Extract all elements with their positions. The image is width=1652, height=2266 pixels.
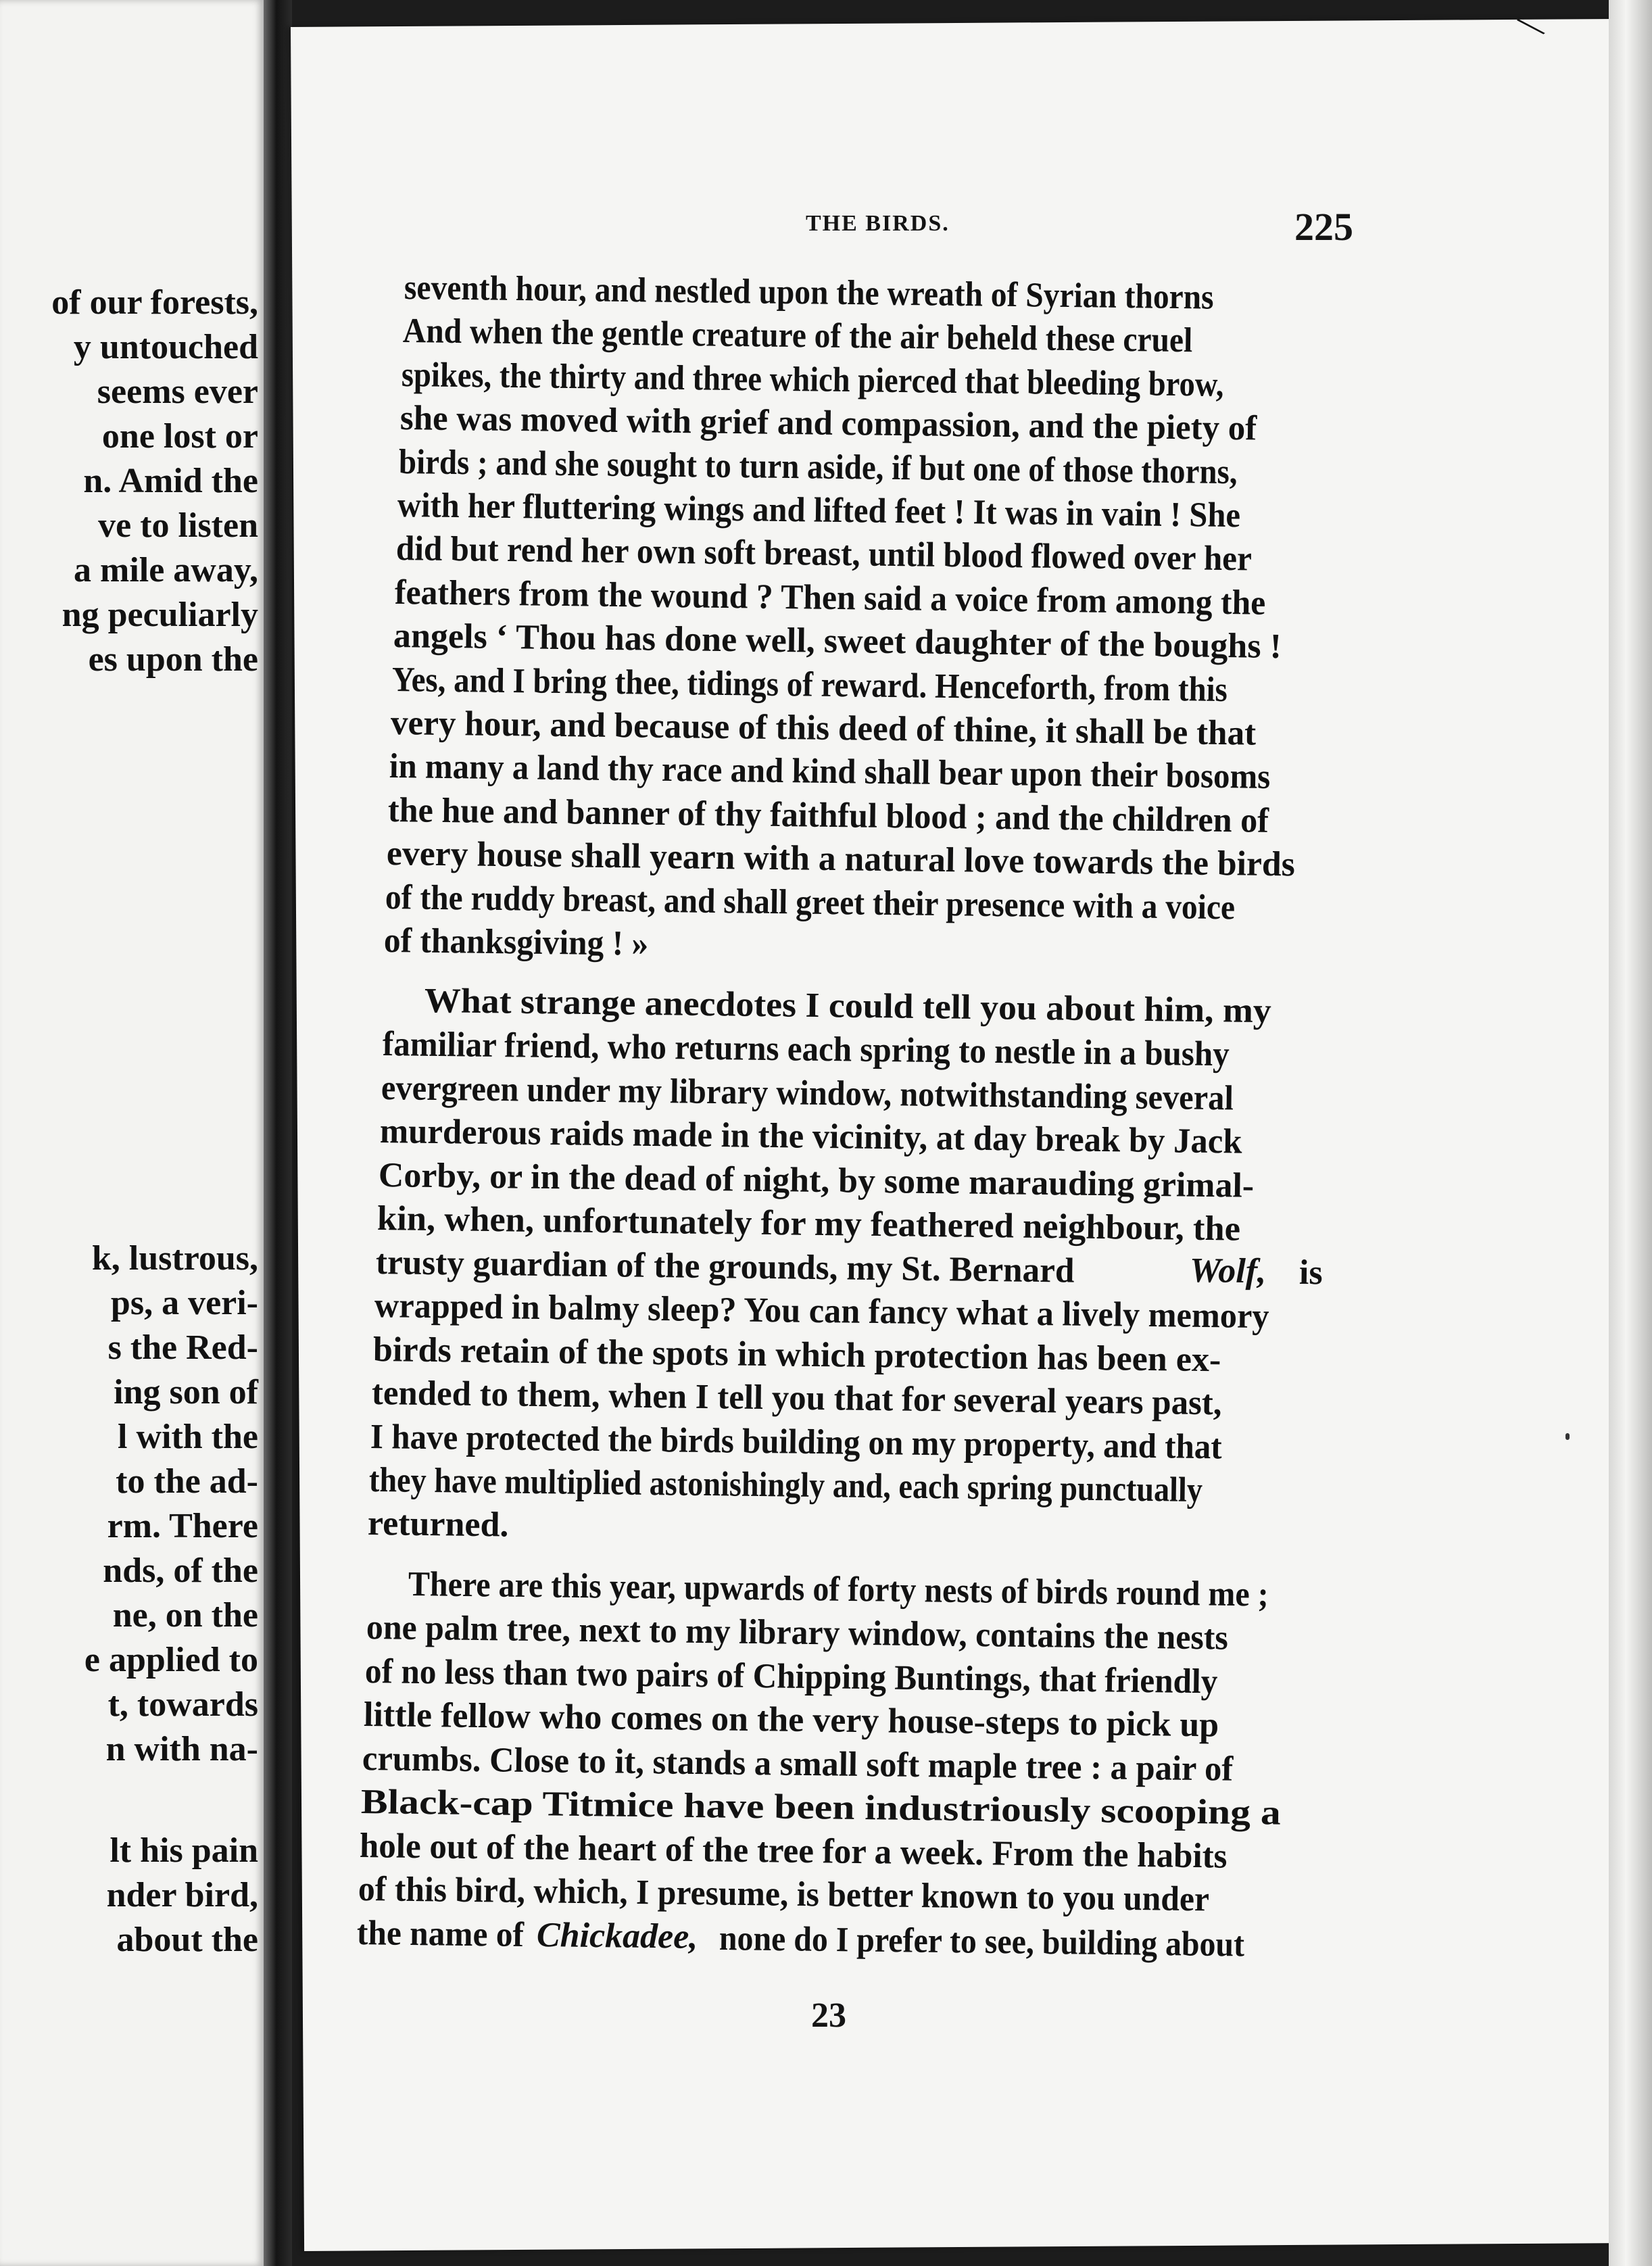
facing-line: a mile away, (74, 551, 258, 589)
text-line: little fellow who comes on the very house-steps to pick up (363, 1695, 1219, 1745)
text-line: There are this year, upwards of forty nests of birds round me ; (408, 1565, 1269, 1614)
text-line: one palm tree, next to my library window, contains the nests (366, 1608, 1229, 1658)
facing-line: about the (116, 1921, 258, 1959)
text-line: the hue and banner of thy faithful blood ; and the children of (387, 791, 1269, 840)
text-line: did but rend her own soft breast, until blood flowed over her (395, 529, 1253, 579)
facing-line: e applied to (84, 1641, 258, 1679)
facing-line: lt his pain (110, 1831, 258, 1870)
signature-mark: 23 (811, 1996, 846, 2035)
facing-line: es upon the (88, 640, 258, 679)
text-line: none do I prefer to see, building about (719, 1919, 1245, 1964)
corner-tick-icon: ╲ (1517, 11, 1545, 43)
text-line: crumbs. Close to it, stands a small soft maple tree : a pair of (362, 1739, 1234, 1789)
facing-line: rm. There (107, 1507, 258, 1545)
facing-line: l with the (118, 1418, 258, 1456)
text-line: with her fluttering wings and lifted feet ! It was in vain ! She (397, 486, 1241, 535)
text-line: the name of (356, 1914, 525, 1955)
text-line: And when the gentle creature of the air beheld these cruel (402, 312, 1193, 360)
emphasis-chickadee: Chickadee, (536, 1916, 698, 1956)
text-line: of the ruddy breast, and shall greet their presence with a voice (385, 878, 1236, 927)
facing-line: to the ad- (116, 1462, 258, 1501)
text-line: very hour, and because of this deed of thine, it shall be that (390, 704, 1257, 753)
text-line: of thanksgiving ! » (383, 921, 649, 963)
facing-line: t, towards (107, 1685, 258, 1724)
facing-line: ne, on the (112, 1596, 258, 1635)
text-line: she was moved with grief and compassion, and the piety of (399, 399, 1257, 448)
book-gutter (264, 0, 292, 2266)
text-line: they have multiplied astonishingly and, each spring punctually (368, 1461, 1203, 1510)
facing-line: n. Amid the (83, 462, 258, 500)
facing-line: ng peculiarly (62, 596, 258, 634)
text-line: trusty guardian of the grounds, my St. Bernard (375, 1243, 1075, 1291)
facing-line: of our forests, (51, 283, 258, 322)
text-line: birds ; and she sought to turn aside, if but one of those thorns, (398, 443, 1238, 492)
text-line: tended to them, when I tell you that for several years past, (371, 1374, 1222, 1423)
text-line: seventh hour, and nestled upon the wreath of Syrian thorns (404, 268, 1214, 317)
text-line: feathers from the wound ? Then said a voice from among the (394, 573, 1266, 623)
facing-line: ps, a veri- (110, 1284, 258, 1322)
text-line-italic (537, 1918, 698, 1955)
text-line: hole out of the heart of the tree for a week. From the habits (359, 1827, 1228, 1876)
text-line: of this bird, which, I presume, is better known to you under (358, 1870, 1210, 1919)
text-line: Black-cap Titmice have been industriously scooping a (360, 1783, 1282, 1833)
facing-line: ve to listen (98, 506, 258, 545)
page-stack-edge (1609, 0, 1652, 2266)
facing-line: n with na- (105, 1730, 258, 1768)
facing-line: one lost or (101, 417, 258, 456)
text-line: murderous raids made in the vicinity, at day break by Jack (379, 1112, 1242, 1161)
page-number: 225 (1294, 205, 1353, 249)
text-line: is (1298, 1253, 1323, 1293)
facing-line: s the Red- (107, 1328, 258, 1367)
text-line-italic (1190, 1253, 1267, 1289)
facing-line: ing son of (114, 1373, 258, 1412)
text-line: of no less than two pairs of Chipping Buntings, that friendly (364, 1652, 1218, 1702)
text-line: familiar friend, who returns each spring to nestle in a bushy (382, 1025, 1230, 1074)
margin-speck (1565, 1433, 1570, 1440)
facing-line: nder bird, (106, 1876, 258, 1914)
text-line: in many a land thy race and kind shall bear upon their bosoms (389, 747, 1271, 796)
facing-line: y untouched (73, 328, 258, 366)
text-line: angels ‘ Thou has done well, sweet daughter of the boughs ! (393, 617, 1282, 667)
facing-line: seems ever (97, 372, 258, 411)
text-line: kin, when, unfortunately for my feathered neighbour, the (376, 1199, 1241, 1249)
text-line: Corby, or in the dead of night, by some marauding grimal- (378, 1156, 1255, 1205)
text-line: I have protected the birds building on my property, and that (370, 1418, 1222, 1467)
running-head: THE BIRDS. (806, 211, 950, 236)
text-line: every house shall yearn with a natural love towards the birds (386, 834, 1296, 884)
text-line: birds retain of the spots in which protection has been ex- (372, 1330, 1221, 1380)
text-line: What strange anecdotes I could tell you about him, my (424, 982, 1272, 1031)
emphasis-wolf: Wolf, (1189, 1251, 1267, 1291)
text-line: spikes, the thirty and three which pierced that bleeding brow, (401, 356, 1224, 404)
facing-line: nds, of the (103, 1551, 258, 1590)
text-line: Yes, and I bring thee, tidings of reward. Henceforth, from this (391, 660, 1228, 710)
facing-line: k, lustrous, (91, 1239, 258, 1278)
text-line: wrapped in balmy sleep? You can fancy what a lively memory (374, 1286, 1269, 1336)
text-line: returned. (367, 1504, 509, 1545)
text-line: evergreen under my library window, notwithstanding several (381, 1069, 1234, 1118)
